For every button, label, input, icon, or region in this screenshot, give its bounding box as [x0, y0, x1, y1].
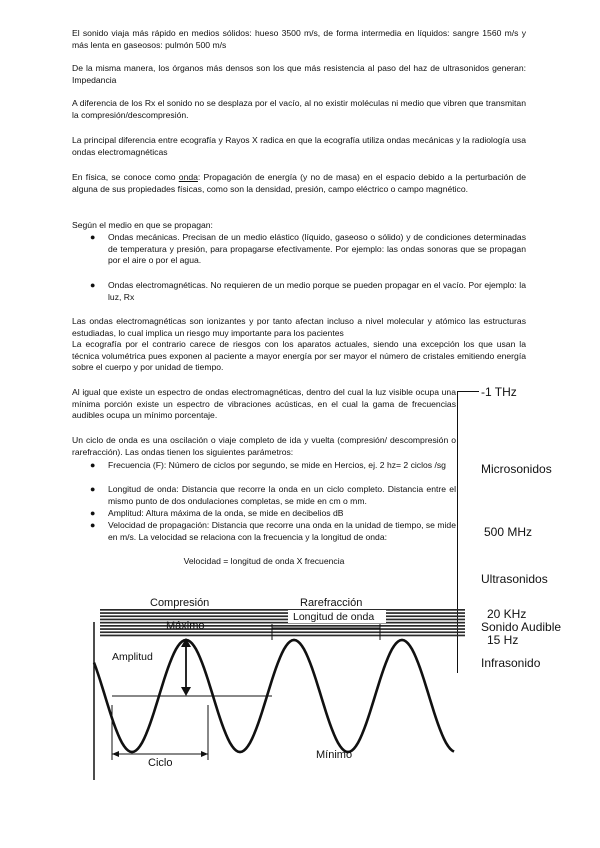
label-ciclo: Ciclo	[148, 757, 173, 769]
list-item-amplitude: Amplitud: Altura máxima de la onda, se mide en decibelios dB	[108, 508, 344, 518]
velocity-formula: Velocidad = longitud de onda X frecuencia	[183, 556, 345, 566]
paragraph-impedance: De la misma manera, los órganos más densos son los que más resistencia al paso del haz de ultrasonidos generan: Impedancia	[72, 63, 526, 85]
label-rarefraccion: Rarefracción	[300, 597, 363, 609]
label-maximo: Máximo	[166, 620, 205, 632]
spectrum-mhz: 500 MHz	[484, 525, 533, 539]
compression-band-line	[100, 631, 465, 633]
spectrum-audible: Sonido Audible	[481, 620, 562, 634]
paragraph-acoustic-spectrum: Al igual que existe un espectro de ondas electromagnéticas, dentro del cual la luz visible ocupa una mínima porción existe un espectro de vibraciones acústicas, en el cual la gama de frecuencias audibles ocupa un mínimo porcentaje.	[72, 387, 456, 421]
compression-band-line	[100, 612, 465, 614]
paragraph-echo-vs-xray: La principal diferencia entre ecografía y Rayos X radica en que la ecografía utiliza ondas mecánicas y la radiología usa ondas electromagnéticas	[72, 135, 526, 157]
paragraph-vacuum: A diferencia de los Rx el sonido no se desplaza por el vacío, al no existir moléculas ni medio que vibren que transmitan la compresión/descompresión.	[72, 98, 526, 120]
paragraph-wave-definition: En física, se conoce como onda: Propagación de energía (y no de masa) en el espacio debido a la perturbación de alguna de sus propiedades físicas, como son la densidad, presión, campo eléctrico o campo magnético.	[72, 172, 526, 194]
bullet-icon: ●	[90, 508, 96, 518]
arrow-right-icon	[201, 751, 208, 757]
term-onda: onda	[178, 172, 198, 182]
compression-bands	[100, 609, 465, 636]
compression-band-line	[100, 615, 465, 617]
arrow-left-icon	[112, 751, 119, 757]
list-item-frequency: Frecuencia (F): Número de ciclos por segundo, se mide en Hercios, ej. 2 hz= 2 ciclos /sg	[108, 460, 446, 470]
label-longitud-onda: Longitud de onda	[293, 611, 375, 623]
paragraph-ionizing: Las ondas electromagnéticas son ionizantes y por tanto afectan incluso a nivel molecular y atómico las estructuras estudiadas, lo cual implica un riesgo muy importante para los pacientes	[72, 316, 526, 338]
compression-band-line	[100, 635, 465, 637]
spectrum-hz: 15 Hz	[487, 633, 519, 647]
list-item-wavelength: Longitud de onda: Distancia que recorre la onda en un ciclo completo. Distancia entre el mismo punto de dos ondulaciones completas, se mide en cm o mm.	[108, 484, 456, 506]
paragraph-wave-cycle: Un ciclo de onda es una oscilación o viaje completo de ida y vuelta (compresión/ descompresión o rarefracción). Las ondas tienen los siguientes parámetros:	[72, 435, 456, 457]
bullet-icon: ●	[90, 232, 96, 242]
compression-band-line	[100, 619, 465, 621]
list-item-velocity: Velocidad de propagación: Distancia que recorre una onda en la unidad de tiempo, se mide en m/s. La velocidad se relaciona con la frecuencia y la longitud de onda:	[108, 520, 456, 542]
compression-band-line	[100, 625, 465, 627]
paragraph-echo-risk: La ecografía por el contrario carece de riesgos con los aparatos actuales, siendo una excepción los que usan la técnica volumétrica pues exponen al paciente a mayor energía por ser mayor el número de cristales emitiendo energía sobre el cuerpo y por unidad de tiempo.	[72, 339, 526, 373]
label-amplitud: Amplitud	[112, 651, 153, 663]
bullet-icon: ●	[90, 460, 96, 470]
list-item-mechanical: Ondas mecánicas. Precisan de un medio elástico (líquido, gaseoso o sólido) y de condiciones determinadas de temperatura y presión, para propagarse efectivamente. Por ejemplo: las ondas sonoras que se propagan por el aire o por el agua.	[108, 232, 526, 266]
spectrum-ultrasonidos: Ultrasonidos	[481, 572, 548, 586]
label-compresion: Compresión	[150, 597, 210, 609]
bullet-icon: ●	[90, 280, 96, 290]
spectrum-thz: -1 THz	[481, 385, 517, 399]
spectrum-khz: 20 KHz	[487, 607, 527, 621]
label-minimo: Mínimo	[316, 749, 353, 761]
bullet-icon: ●	[90, 520, 96, 530]
bullet-icon: ●	[90, 484, 96, 494]
paragraph-sound-speed: El sonido viaja más rápido en medios sólidos: hueso 3500 m/s, de forma intermedia en líquidos: sangre 1560 m/s y más lenta en gaseosos: pulmón 500 m/s	[72, 28, 526, 50]
paragraph-media-intro: Según el medio en que se propagan:	[72, 220, 213, 230]
arrow-down-icon	[181, 687, 191, 696]
spectrum-microsonidos: Microsonidos	[481, 462, 552, 476]
list-item-electromagnetic: Ondas electromagnéticas. No requieren de un medio porque se pueden propagar en el vacío. Por ejemplo: la luz, Rx	[108, 280, 526, 302]
compression-band-line	[100, 609, 465, 611]
spectrum-infrasonido: Infrasonido	[481, 656, 541, 670]
compression-band-line	[100, 622, 465, 624]
